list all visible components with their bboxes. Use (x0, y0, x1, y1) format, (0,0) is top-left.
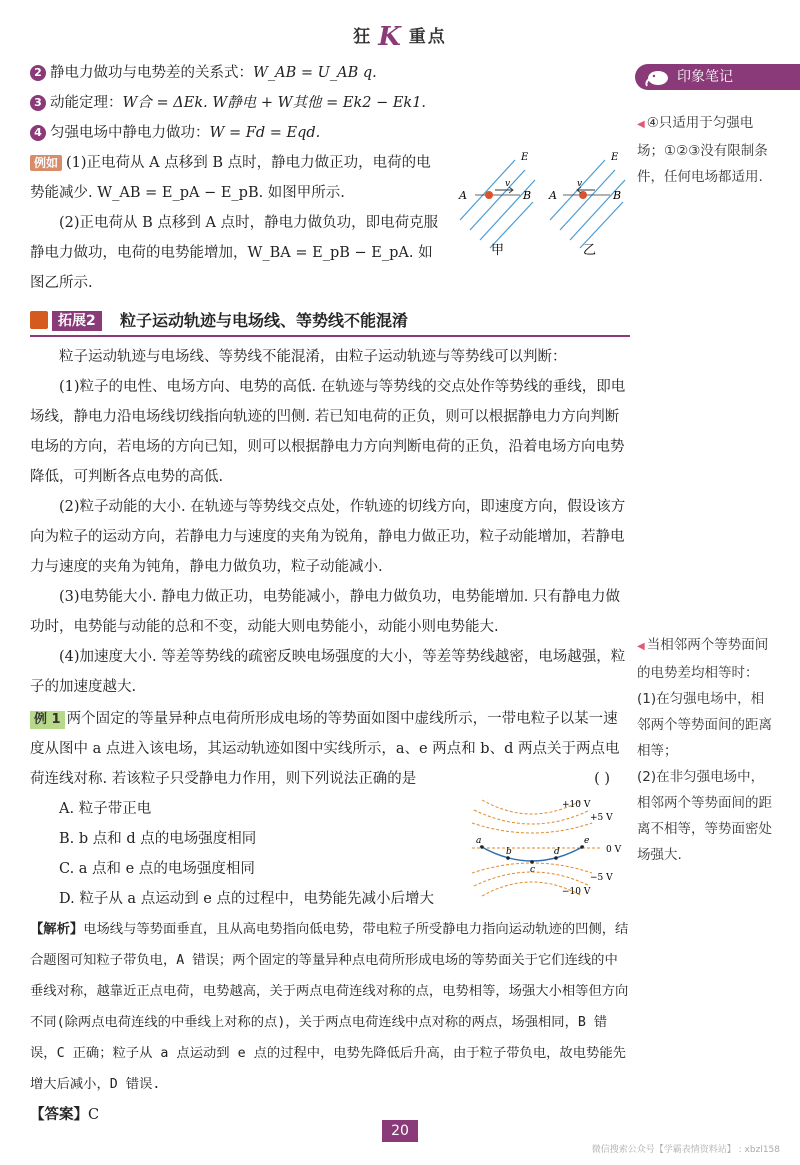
label-e-right: E (611, 152, 619, 163)
extension-point-2: (2)粒子动能的大小. 在轨迹与等势线交点处，作轨迹的切线方向，即速度方向，假设该方向为粒子的运动方向，若静电力与速度的夹角为锐角，静电力做正功，粒子动能增加，若静电力与速度的夹角为钝角，静电力做负功，粒子动能减小. (30, 499, 626, 575)
label-a-right: A (549, 189, 557, 202)
item-text: 匀强电场中静电力做功： (50, 125, 210, 141)
field-lines-right (550, 160, 625, 248)
heading-rule (30, 335, 630, 337)
extension-intro: 粒子运动轨迹与电场线、等势线不能混淆，由粒子运动轨迹与等势线可以判断： (59, 349, 567, 365)
number-badge: 3 (30, 95, 46, 111)
number-badge: 2 (30, 65, 46, 81)
volt-label-minus10: −10 V (562, 887, 591, 897)
option-a: A. 粒子带正电 (59, 801, 152, 817)
analysis-label: 【解析】 (30, 922, 84, 937)
side-note-2-lead-text: 当相邻两个等势面间的电势差均相等时： (637, 637, 769, 681)
extension-point-3: (3)电势能大小. 静电力做正功，电势能减小，静电力做负功，电势能增加. 只有静电力做功时，电势能与动能的总和不变，动能大则电势能小，动能小则电势能大. (30, 589, 620, 635)
page-number: 20 (382, 1120, 418, 1142)
elephant-icon (643, 67, 673, 87)
answer-line (30, 1100, 630, 1130)
extension-badge: 拓展2 (52, 311, 102, 331)
label-v-left: v (505, 179, 511, 189)
point-d-label: d (554, 847, 560, 857)
item-text: 动能定理： (50, 95, 123, 111)
side-note-header (635, 64, 800, 90)
example-paragraph-2 (30, 208, 445, 298)
volt-label-zero: 0 V (606, 845, 622, 855)
side-note-2-a: (1)在匀强电场中，相邻两个等势面间的距离相等； (637, 691, 772, 759)
header-right: 重点 (408, 27, 447, 47)
label-v-right: v (577, 179, 583, 189)
extension-point-4: (4)加速度大小. 等差等势线的疏密反映电场强度的大小，等差等势线越密，电场越强，粒子的加速度越大. (30, 649, 626, 695)
header-k-logo: K (378, 22, 403, 52)
point-c-label: c (530, 865, 536, 875)
point-c (530, 860, 534, 864)
formula-item-4 (30, 118, 630, 148)
uniform-field-figure (455, 150, 630, 260)
answer-label: 【答案】 (30, 1107, 88, 1123)
caption-left: 甲 (491, 243, 505, 258)
item-text: 静电力做功与电势差的关系式： (50, 65, 253, 81)
label-e-left: E (521, 152, 529, 163)
equipotential-figure (472, 798, 632, 898)
side-note-2-b: (2)在非匀强电场中，相邻两个等势面间的距离不相等，等势面密处场强大. (637, 769, 772, 863)
book-icon (30, 311, 48, 329)
running-header (0, 22, 800, 52)
side-note-title: 印象笔记 (677, 69, 733, 85)
option-c: C. a 点和 e 点的电场强度相同 (59, 861, 255, 877)
point-a-label: a (476, 836, 482, 846)
item-formula: W_AB = U_AB q. (253, 65, 377, 81)
label-a-left: A (459, 189, 467, 202)
triangle-marker-icon: ◀ (637, 641, 645, 652)
extension-heading (30, 308, 630, 334)
volt-label-plus10: +10 V (562, 800, 591, 810)
header-left: 狂 (353, 27, 373, 47)
example1-tag: 例 1 (30, 711, 65, 729)
formula-item-2 (30, 58, 630, 88)
answer-value: C (88, 1107, 100, 1123)
side-note-1 (637, 110, 777, 190)
number-badge: 4 (30, 125, 46, 141)
volt-label-plus5: +5 V (590, 813, 613, 823)
analysis-text: 电场线与等势面垂直，且从高电势指向低电势，带电粒子所受静电力指向运动轨迹的凹侧，结合题图可知粒子带负电，A 错误；两个固定的等量异种点电荷所形成电场的等势面关于它们连线的中垂线对称，越靠近正点电荷，电势越高，关于两点电荷连线对称的点，电势相等，场强大小相等但方向不同(除两点电荷连线的中垂线上对称的点)，关于两点电荷连线中点对称的两点，场强相同，B 错误，C 正确；粒子从 a 点运动到 e 点的过程中，电势先降低后升高，由于粒子带负电，故电势能先增大后减小，D 错误. (30, 922, 629, 1092)
triangle-marker-icon: ◀ (637, 119, 645, 130)
side-note-2-lead (637, 632, 777, 686)
analysis-paragraph (30, 914, 630, 1100)
point-b-label: b (506, 847, 512, 857)
example1-stem-text: 两个固定的等量异种点电荷所形成电场的等势面如图中虚线所示，一带电粒子以某一速度从图中 a 点进入该电场，其运动轨迹如图中实线所示，a、e 两点和 b、d 两点关于两点电荷连线对称. 若该粒子只受静电力作用，则下列说法正确的是 (30, 711, 620, 787)
extension-title: 粒子运动轨迹与电场线、等势线不能混淆 (120, 311, 409, 330)
point-e-label: e (584, 836, 590, 846)
example-text-1: (1)正电荷从 A 点移到 B 点时，静电力做正功，电荷的电势能减少. W_AB = E_pA − E_pB. 如图甲所示. (30, 155, 431, 201)
item-formula: W合 = ΔEk. W静电 + W其他 = Ek2 − Ek1. (122, 95, 427, 111)
charge-left (485, 191, 493, 199)
extension-point-1: (1)粒子的电性、电场方向、电势的高低. 在轨迹与等势线的交点处作等势线的垂线，即电场线，静电力沿电场线切线指向轨迹的凹侧. 若已知电荷的正负，则可以根据静电力方向判断电场的方向，若电场的方向已知，则可以根据静电力方向判断电荷的正负，沿着电场方向电势降低，可判断各点电势的高低. (30, 379, 626, 485)
side-note-2 (637, 632, 777, 868)
caption-right: 乙 (583, 243, 597, 258)
option-b: B. b 点和 d 点的电场强度相同 (59, 831, 257, 847)
example-paragraph-1 (30, 148, 445, 208)
side-note-1-text: ④只适用于匀强电场；①②③没有限制条件，任何电场都适用. (637, 115, 768, 185)
label-b-right: B (613, 189, 622, 202)
field-lines-left (460, 160, 535, 248)
watermark: 微信搜索公众号【学霸表情资料站】 : xbzl158 (591, 1145, 780, 1155)
label-b-left: B (523, 189, 532, 202)
answer-parentheses: ( ) (594, 771, 610, 787)
formula-item-3 (30, 88, 630, 118)
example1-stem (30, 704, 630, 794)
item-formula: W = Fd = Eqd. (209, 125, 321, 141)
volt-label-minus5: −5 V (590, 873, 613, 883)
example-text-2: (2)正电荷从 B 点移到 A 点时，静电力做负功，即电荷克服静电力做功，电荷的电势能增加，W_BA = E_pB − E_pA. 如图乙所示. (30, 215, 439, 291)
example-label: 例如 (30, 155, 62, 171)
option-d: D. 粒子从 a 点运动到 e 点的过程中，电势能先减小后增大 (59, 891, 434, 907)
